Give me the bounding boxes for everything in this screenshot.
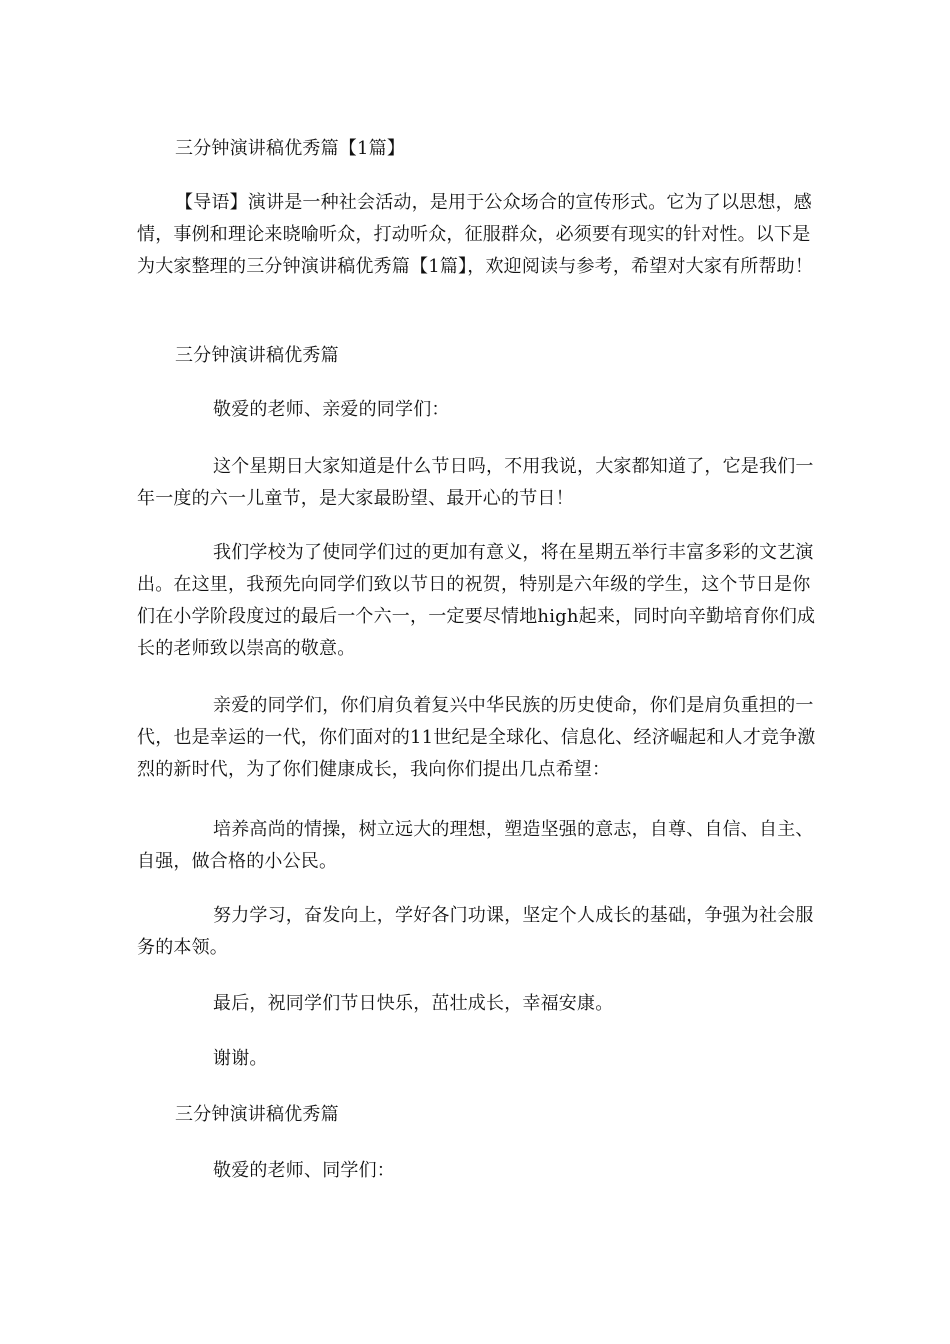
section2-greeting: 敬爱的老师、同学们： [213,1160,395,1181]
section1-paragraph-2: 我们学校为了使同学们过的更加有意义，将在星期五举行丰富多彩的文艺演出。在这里，我预先向同学们致以节日的祝贺，特别是六年级的学生，这个节日是你们在小学阶段度过的最后一个六一，一定要尽情地high起来，同时向辛勤培育你们成长的老师致以崇高的敬意。 [137,542,816,659]
section1-paragraph-7: 谢谢。 [213,1048,268,1069]
section2-heading: 三分钟演讲稿优秀篇 [175,1104,339,1125]
document-title: 三分钟演讲稿优秀篇【1篇】 [175,138,406,159]
section1-paragraph-6: 最后，祝同学们节日快乐，茁壮成长，幸福安康。 [213,993,614,1014]
section1-paragraph-3: 亲爱的同学们，你们肩负着复兴中华民族的历史使命，你们是肩负重担的一代，也是幸运的一代，你们面对的11世纪是全球化、信息化、经济崛起和人才竞争激烈的新时代，为了你们健康成长，我向你们提出几点希望： [137,695,816,780]
intro-paragraph: 【导语】演讲是一种社会活动，是用于公众场合的宣传形式。它为了以思想，感情，事例和理论来晓喻听众，打动听众，征服群众，必须要有现实的针对性。以下是为大家整理的三分钟演讲稿优秀篇【1篇】，欢迎阅读与参考，希望对大家有所帮助！ [137,192,814,277]
section1-paragraph-1: 这个星期日大家知道是什么节日吗，不用我说，大家都知道了，它是我们一年一度的六一儿童节，是大家最盼望、最开心的节日！ [137,456,814,509]
section1-heading: 三分钟演讲稿优秀篇 [175,345,339,366]
section1-greeting: 敬爱的老师、亲爱的同学们： [213,399,450,420]
section1-paragraph-4: 培养高尚的情操，树立远大的理想，塑造坚强的意志，自尊、自信、自主、自强，做合格的小公民。 [137,819,814,872]
section1-paragraph-5: 努力学习，奋发向上，学好各门功课，坚定个人成长的基础，争强为社会服务的本领。 [137,905,814,958]
